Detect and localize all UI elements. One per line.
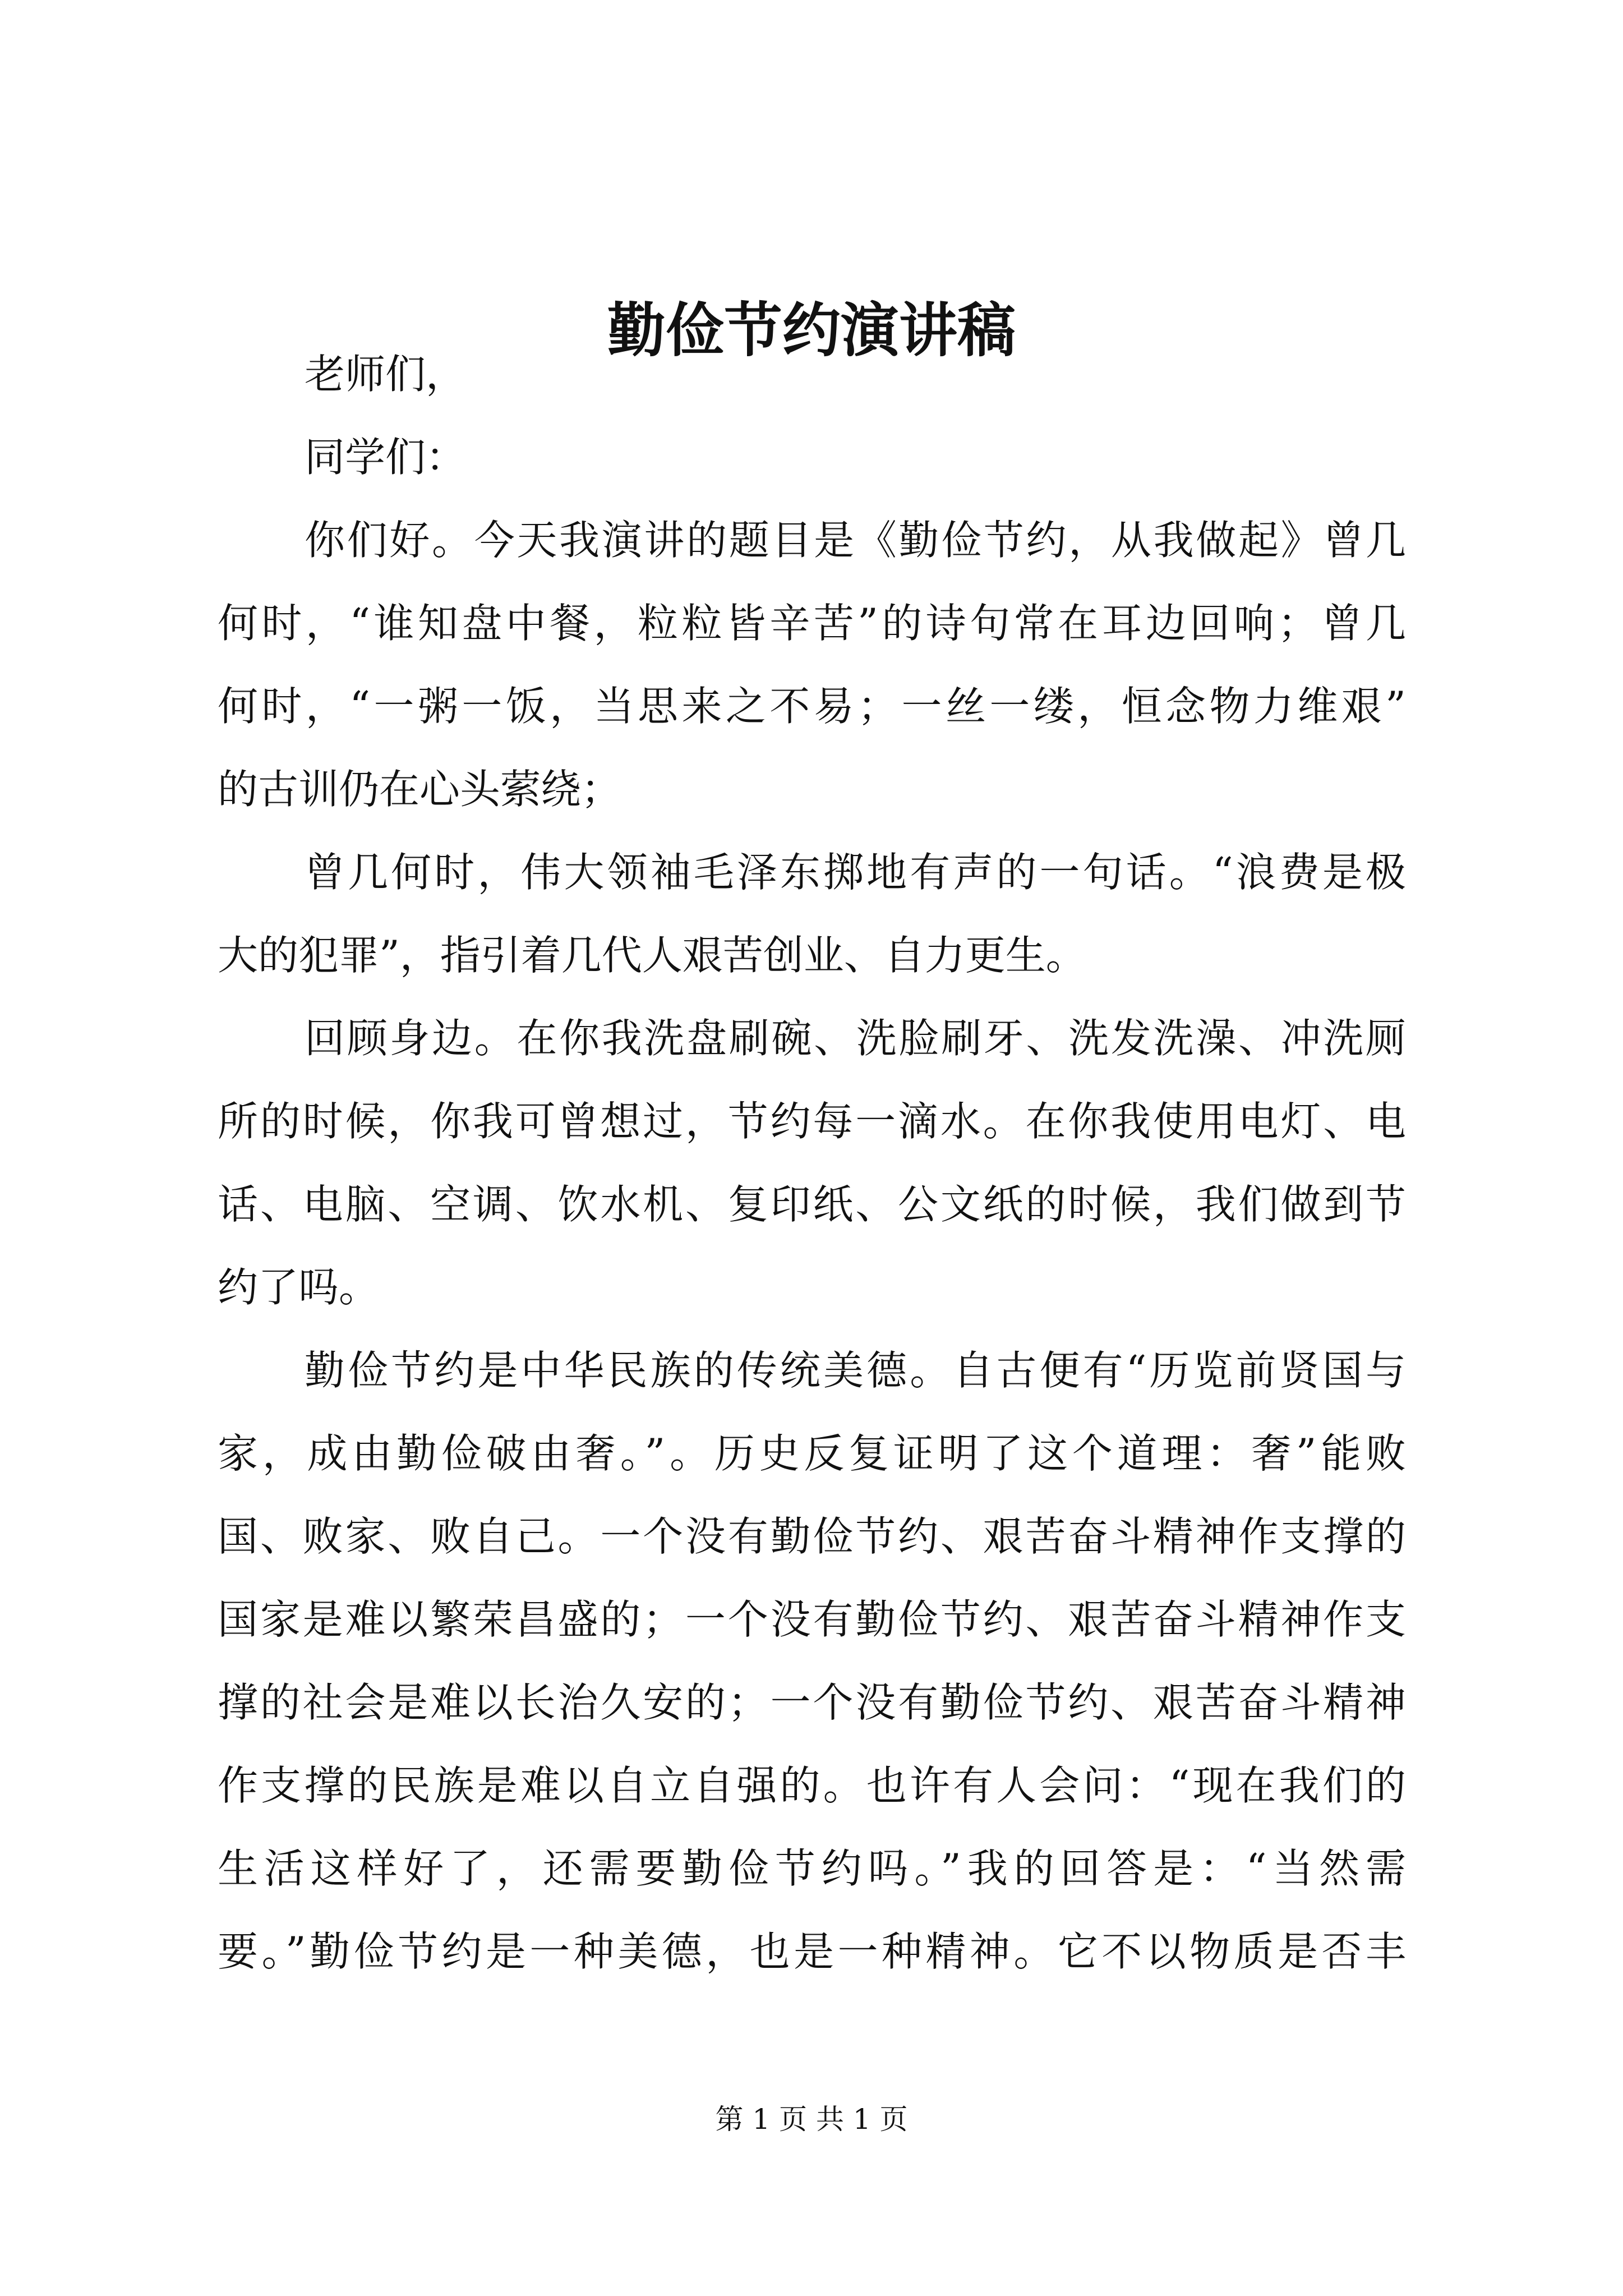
text-line: 曾几何时，伟大领袖毛泽东掷地有声的一句话。“浪费是极 [305, 849, 1406, 896]
text-line: 何时，“一粥一饭，当思来之不易；一丝一缕，恒念物力维艰” [218, 683, 1406, 730]
text-line: 的古训仍在心头萦绕； [218, 766, 622, 813]
paragraph [218, 1329, 1406, 1993]
text-line: 要。”勤俭节约是一种美德，也是一种精神。它不以物质是否丰 [218, 1928, 1406, 1975]
paragraph [218, 997, 1406, 1329]
text-line: 老师们， [305, 351, 467, 398]
text-line: 国、败家、败自己。一个没有勤俭节约、艰苦奋斗精神作支撑的 [218, 1513, 1406, 1560]
text-line: 所的时候，你我可曾想过，节约每一滴水。在你我使用电灯、电 [218, 1098, 1406, 1145]
text-line: 你们好。今天我演讲的题目是《勤俭节约，从我做起》曾几 [305, 517, 1406, 564]
text-line: 何时，“谁知盘中餐，粒粒皆辛苦”的诗句常在耳边回响；曾几 [218, 600, 1406, 647]
text-line: 勤俭节约是中华民族的传统美德。自古便有“历览前贤国与 [305, 1347, 1406, 1394]
text-line: 作支撑的民族是难以自立自强的。也许有人会问：“现在我们的 [218, 1762, 1406, 1809]
document-title: 勤俭节约演讲稿 [607, 296, 1016, 365]
page-footer: 第 1 页 共 1 页 [715, 2103, 908, 2136]
text-line: 家，成由勤俭破由奢。”。历史反复证明了这个道理：奢”能败 [218, 1430, 1406, 1477]
text-line: 回顾身边。在你我洗盘刷碗、洗脸刷牙、洗发洗澡、冲洗厕 [305, 1015, 1406, 1062]
paragraph [218, 499, 1406, 831]
paragraph [218, 333, 1406, 416]
text-line: 生活这样好了，还需要勤俭节约吗。”我的回答是：“当然需 [218, 1845, 1406, 1892]
text-line: 同学们： [305, 434, 467, 481]
text-line: 约了吗。 [218, 1264, 380, 1311]
paragraph [218, 416, 1406, 499]
text-line: 国家是难以繁荣昌盛的；一个没有勤俭节约、艰苦奋斗精神作支 [218, 1596, 1406, 1643]
text-line: 撑的社会是难以长治久安的；一个没有勤俭节约、艰苦奋斗精神 [218, 1679, 1406, 1726]
document-body [218, 333, 1406, 1993]
text-line: 话、电脑、空调、饮水机、复印纸、公文纸的时候，我们做到节 [218, 1181, 1406, 1228]
paragraph [218, 831, 1406, 997]
text-line: 大的犯罪”，指引着几代人艰苦创业、自力更生。 [218, 932, 1086, 979]
